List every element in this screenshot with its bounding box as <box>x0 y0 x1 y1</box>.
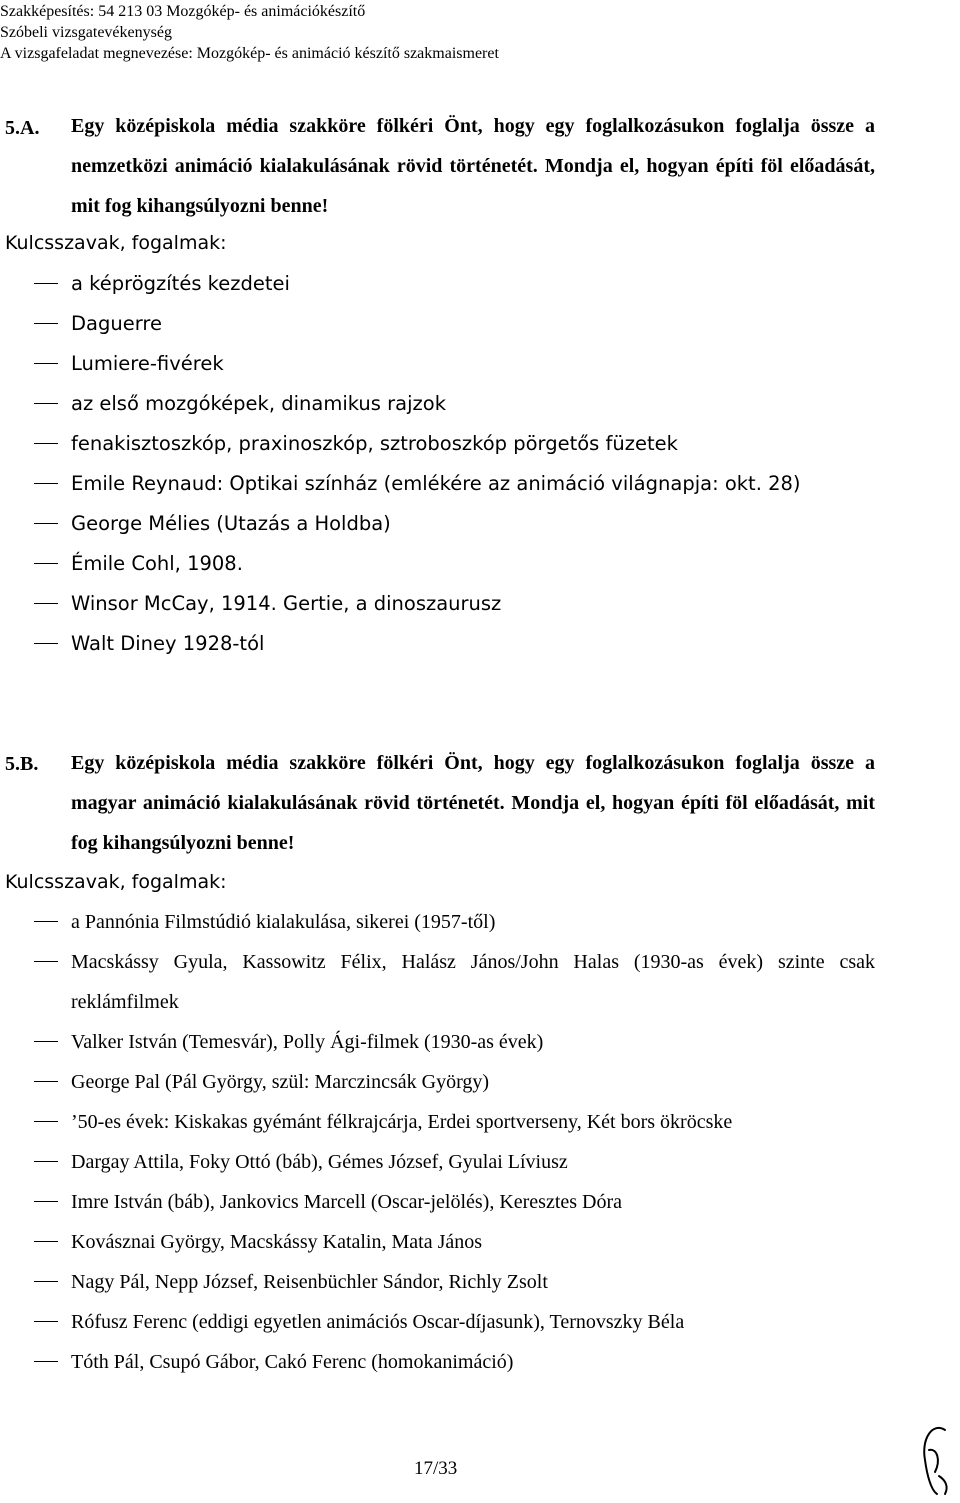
list-item: a képrögzítés kezdetei <box>0 264 875 304</box>
list-item: Walt Diney 1928-tól <box>0 624 875 664</box>
dash-bullet <box>34 603 58 604</box>
task-b-keywords-title: Kulcsszavak, fogalmak: <box>5 871 227 893</box>
task-a-keywords-title: Kulcsszavak, fogalmak: <box>5 232 227 254</box>
dash-bullet <box>34 523 58 524</box>
list-item: Emile Reynaud: Optikai színház (emlékére az animáció világnapja: okt. 28) <box>0 464 875 504</box>
dash-bullet <box>34 1161 58 1162</box>
task-a-number: 5.A. <box>5 117 40 139</box>
dash-bullet <box>34 283 58 284</box>
dash-bullet <box>34 1281 58 1282</box>
task-a-text: Egy középiskola média szakköre fölkéri Önt, hogy egy foglalkozásukon foglalja össze a nemzetközi animáció kialakulásának rövid történetét. Mondja el, hogyan építi föl előadását, mit fog kihangsúlyozni benne! <box>71 115 875 217</box>
dash-bullet <box>34 921 58 922</box>
task-a-keyword-list <box>0 264 960 664</box>
list-item: Daguerre <box>0 304 875 344</box>
header-exam-activity: Szóbeli vizsgatevékenység <box>0 24 172 41</box>
dash-bullet <box>34 323 58 324</box>
list-item: ’50-es évek: Kiskakas gyémánt félkrajcárja, Erdei sportverseny, Két bors ökröcske <box>0 1102 875 1142</box>
signature <box>915 1420 955 1500</box>
header-exam-title: A vizsgafeladat megnevezése: Mozgókép- és animáció készítő szakmaismeret <box>0 45 499 62</box>
dash-bullet <box>34 1361 58 1362</box>
task-b-number: 5.B. <box>5 753 39 775</box>
list-item: George Mélies (Utazás a Holdba) <box>0 504 875 544</box>
task-b-text: Egy középiskola média szakköre fölkéri Önt, hogy egy foglalkozásukon foglalja össze a magyar animáció kialakulásának rövid történetét. Mondja el, hogyan építi föl előadását, mit fog kihangsúlyozni benne! <box>71 752 875 854</box>
dash-bullet <box>34 483 58 484</box>
dash-bullet <box>34 363 58 364</box>
dash-bullet <box>34 961 58 962</box>
dash-bullet <box>34 643 58 644</box>
list-item: Émile Cohl, 1908. <box>0 544 875 584</box>
list-item: Valker István (Temesvár), Polly Ági-filmek (1930-as évek) <box>0 1022 875 1062</box>
list-item: fenakisztoszkóp, praxinoszkóp, sztroboszkóp pörgetős füzetek <box>0 424 875 464</box>
list-item: a Pannónia Filmstúdió kialakulása, sikerei (1957-től) <box>0 902 875 942</box>
header-qualification: Szakképesítés: 54 213 03 Mozgókép- és animációkészítő <box>0 3 366 20</box>
task-b-keyword-list <box>0 902 960 1382</box>
list-item: Winsor McCay, 1914. Gertie, a dinoszaurusz <box>0 584 875 624</box>
list-item: Lumiere-fivérek <box>0 344 875 384</box>
list-item: Macskássy Gyula, Kassowitz Félix, Halász János/John Halas (1930-as évek) szinte csak reklámfilmek <box>0 942 875 1022</box>
list-item: Rófusz Ferenc (eddigi egyetlen animációs Oscar-díjasunk), Ternovszky Béla <box>0 1302 875 1342</box>
list-item: Imre István (báb), Jankovics Marcell (Oscar-jelölés), Keresztes Dóra <box>0 1182 875 1222</box>
dash-bullet <box>34 443 58 444</box>
list-item: Nagy Pál, Nepp József, Reisenbüchler Sándor, Richly Zsolt <box>0 1262 875 1302</box>
list-item: Tóth Pál, Csupó Gábor, Cakó Ferenc (homokanimáció) <box>0 1342 875 1382</box>
dash-bullet <box>34 1121 58 1122</box>
dash-bullet <box>34 1201 58 1202</box>
list-item: az első mozgóképek, dinamikus rajzok <box>0 384 875 424</box>
dash-bullet <box>34 563 58 564</box>
dash-bullet <box>34 1041 58 1042</box>
list-item: Dargay Attila, Foky Ottó (báb), Gémes József, Gyulai Líviusz <box>0 1142 875 1182</box>
dash-bullet <box>34 1241 58 1242</box>
dash-bullet <box>34 403 58 404</box>
page-number: 17/33 <box>414 1458 458 1479</box>
list-item: George Pal (Pál György, szül: Marczincsák György) <box>0 1062 875 1102</box>
dash-bullet <box>34 1081 58 1082</box>
dash-bullet <box>34 1321 58 1322</box>
list-item: Kovásznai György, Macskássy Katalin, Mata János <box>0 1222 875 1262</box>
